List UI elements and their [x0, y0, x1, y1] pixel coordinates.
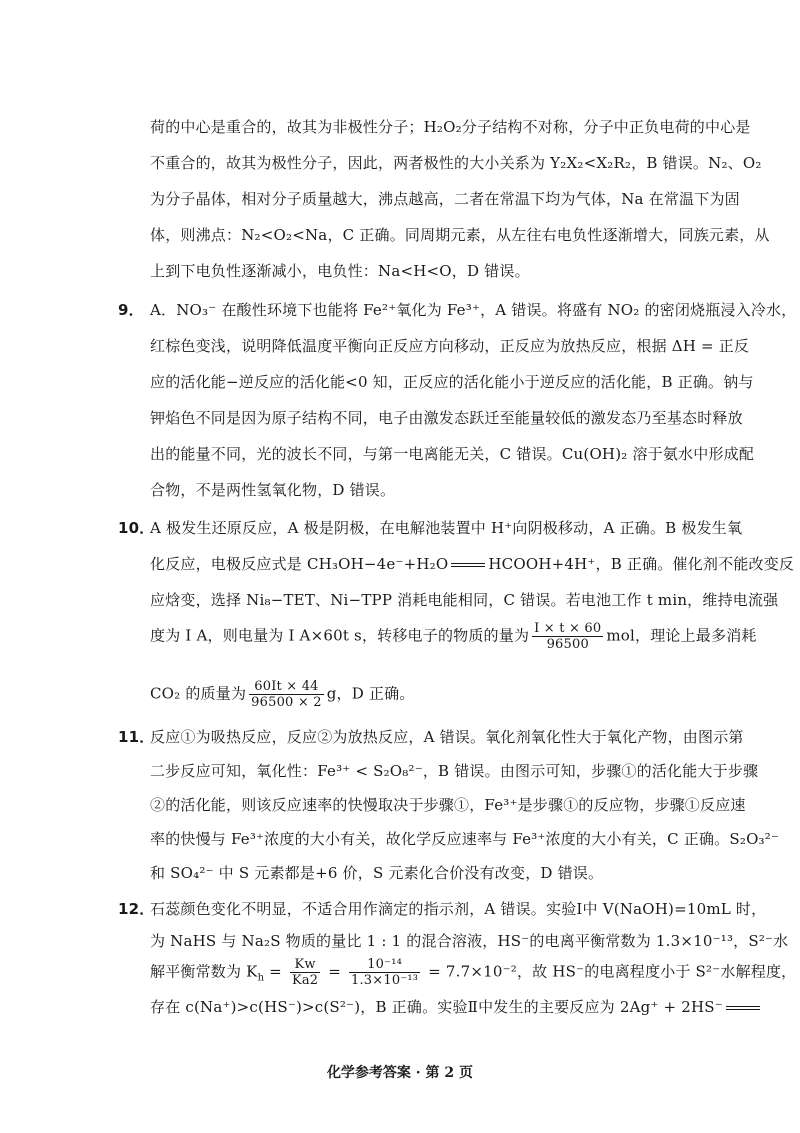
- q11-line-5: 和 SO₄²⁻ 中 S 元素都是+6 价，S 元素化合价没有改变，D 错误。: [150, 864, 604, 882]
- q10-line-2: [150, 557, 794, 572]
- q12-line-3-part-a: 解平衡常数为 K: [150, 962, 258, 981]
- q10-line-4: [150, 622, 757, 651]
- q8-line-5: 上到下电负性逐渐减小，电负性：Na<H<O，D 错误。: [150, 262, 530, 280]
- q8-line-4: 体，则沸点：N₂<O₂<Na，C 正确。同周期元素，从左往右电负性逐渐增大，同族元素，从: [150, 226, 770, 244]
- value-numerator: 10⁻¹⁴: [349, 958, 420, 973]
- kw-numerator: Kw: [290, 958, 320, 973]
- mass-fraction-numerator: 60It × 44: [249, 680, 324, 695]
- q9-line-4: 钾焰色不同是因为原子结构不同，电子由激发态跃迁至能量较低的激发态乃至基态时释放: [150, 409, 743, 427]
- q9-line-6: 合物，不是两性氢氧化物，D 错误。: [150, 481, 396, 499]
- q12-line-3: [150, 958, 796, 987]
- q9-number: 9．: [118, 301, 144, 319]
- q10-line-4-part-a: 度为 I A，则电量为 I A×60t s，转移电子的物质的量为: [150, 626, 530, 645]
- q12-line-3-part-c: = 7.7×10⁻²，故 HS⁻的电离程度小于 S²⁻水解程度，: [423, 962, 797, 981]
- q10-line-5-part-b: g，D 正确。: [326, 684, 415, 703]
- q10-line-2-part-a: 化反应，电极反应式是 CH₃OH−4e⁻+H₂O: [150, 555, 449, 573]
- q10-line-3: 应焓变，选择 Ni₈−TET、Ni−TPP 消耗电能相同，C 错误。若电池工作 t min，维持电流强: [150, 591, 779, 609]
- page-footer: 化学参考答案 · 第 2 页: [326, 1065, 474, 1081]
- q9-line-5: 出的能量不同，光的波长不同，与第一电离能无关，C 错误。Cu(OH)₂ 溶于氨水中形成配: [150, 445, 755, 463]
- q10-line-2-part-b: HCOOH+4H⁺，B 正确。催化剂不能改变反: [488, 555, 795, 573]
- q12-kh-subscript: h: [257, 972, 265, 984]
- q9-line-2: 红棕色变浅，说明降低温度平衡向正反应方向移动，正反应为放热反应，根据 ΔH = 正反: [150, 337, 750, 355]
- moles-fraction-numerator: I × t × 60: [534, 621, 602, 636]
- value-denominator: 1.3×10⁻¹³: [351, 973, 419, 988]
- q11-line-3: ②的活化能，则该反应速率的快慢取决于步骤①，Fe³⁺是步骤①的反应物，步骤①反应速: [150, 796, 746, 814]
- q10-line-1: A 极发生还原反应，A 极是阴极，在电解池装置中 H⁺向阴极移动，A 正确。B 极发生氧: [150, 519, 743, 537]
- q10-line-4-part-b: mol，理论上最多消耗: [606, 626, 757, 645]
- q9-line-3: 应的活化能−逆反应的活化能<0 知，正反应的活化能小于逆反应的活化能，B 正确。钠与: [150, 373, 754, 391]
- q10-line-5-part-a: CO₂ 的质量为: [150, 684, 247, 703]
- q12-line-4: [150, 1000, 763, 1015]
- q11-line-1: 反应①为吸热反应，反应②为放热反应，A 错误。氧化剂氧化性大于氧化产物，由图示第: [150, 728, 744, 746]
- q12-line-1: 石蕊颜色变化不明显，不适合用作滴定的指示剂，A 错误。实验Ⅰ中 V(NaOH)=10mL 时，: [150, 900, 767, 918]
- moles-fraction: [532, 622, 603, 651]
- mass-fraction-denominator: 96500 × 2: [251, 695, 322, 710]
- value-fraction: [349, 958, 420, 987]
- q11-line-4: 率的快慢与 Fe³⁺浓度的大小有关，故化学反应速率与 Fe³⁺浓度的大小有关，C 正确。S₂O₃²⁻: [150, 830, 780, 848]
- mass-fraction: [249, 680, 324, 709]
- q12-number: 12．: [118, 900, 155, 918]
- q8-line-1: 荷的中心是重合的，故其为非极性分子；H₂O₂分子结构不对称，分子中正负电荷的中心是: [150, 118, 751, 136]
- q8-line-3: 为分子晶体，相对分子质量越大，沸点越高，二者在常温下均为气体，Na 在常温下为固: [150, 190, 740, 208]
- moles-fraction-denominator: 96500: [546, 637, 589, 652]
- q11-number: 11．: [118, 728, 155, 746]
- kw-ka2-fraction: [290, 958, 320, 987]
- q12-line-3-eq1: =: [264, 962, 287, 981]
- q10-line-5: [150, 680, 415, 709]
- q10-number: 10．: [118, 519, 155, 537]
- q9-line-1: A．NO₃⁻ 在酸性环境下也能将 Fe²⁺氧化为 Fe³⁺，A 错误。将盛有 NO₂ 的密闭烧瓶浸入冷水，: [150, 301, 797, 319]
- q11-line-2: 二步反应可知，氧化性：Fe³⁺ < S₂O₈²⁻，B 错误。由图示可知，步骤①的活化能大于步骤: [150, 762, 759, 780]
- ka2-denominator: Ka2: [291, 973, 319, 988]
- q12-line-2: 为 NaHS 与 Na₂S 物质的量比 1 : 1 的混合溶液，HS⁻的电离平衡常数为 1.3×10⁻¹³，S²⁻水: [150, 932, 789, 950]
- q12-line-3-eq2: =: [323, 962, 346, 981]
- q12-line-4-part-a: 存在 c(Na⁺)>c(HS⁻)>c(S²⁻)，B 正确。实验Ⅱ中发生的主要反应为 2Ag⁺ + 2HS⁻: [150, 998, 723, 1016]
- equilibrium-double-line: [451, 563, 485, 567]
- q8-line-2: 不重合的，故其为极性分子，因此，两者极性的大小关系为 Y₂X₂<X₂R₂，B 错误。N₂、O₂: [150, 154, 762, 172]
- reaction-double-line: [726, 1006, 760, 1010]
